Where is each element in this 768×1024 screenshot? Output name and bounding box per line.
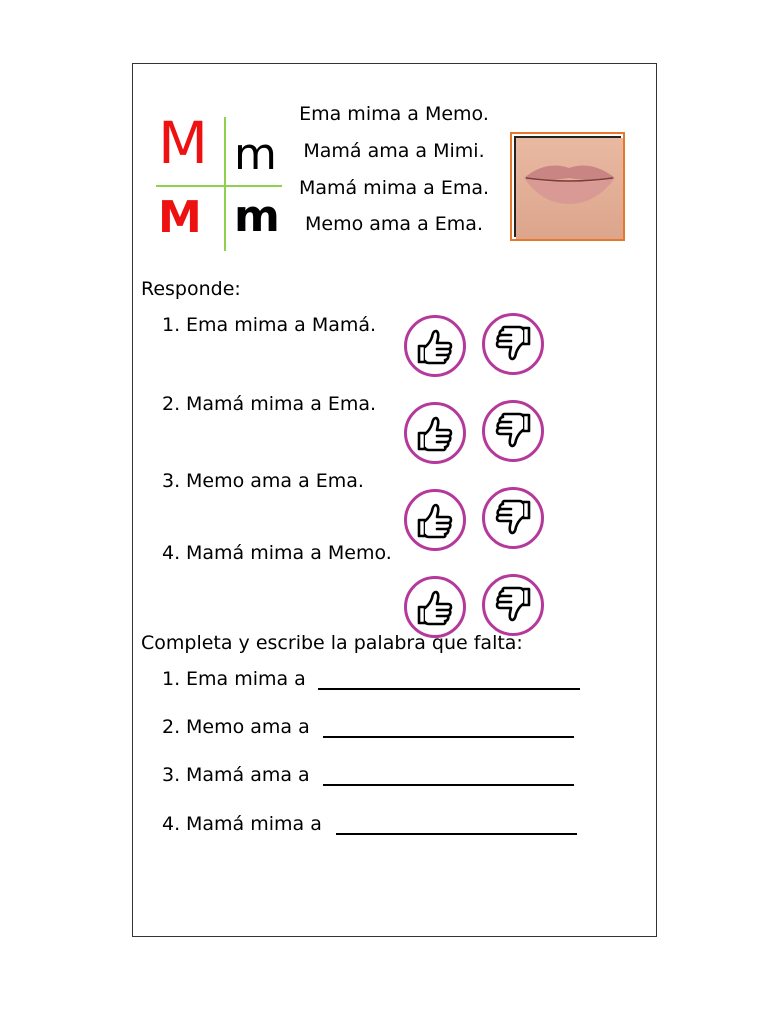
completa-sentence-1: Ema mima a [186, 668, 306, 690]
lowercase-bold-letter: m [234, 191, 280, 242]
thumbs-up-icon[interactable] [404, 489, 466, 551]
thumbs-down-icon[interactable] [482, 574, 544, 636]
letter-divider-horizontal [156, 185, 282, 187]
completa-number-2: 2. [162, 716, 181, 738]
uppercase-bold-letter: M [158, 192, 202, 243]
answer-blank-4[interactable] [336, 833, 577, 835]
lowercase-letter: m [234, 129, 277, 180]
answer-blank-1[interactable] [318, 688, 580, 690]
completa-heading: Completa y escribe la palabra que falta: [141, 632, 523, 654]
responde-heading: Responde: [141, 278, 241, 300]
completa-number-1: 1. [162, 668, 181, 690]
completa-sentence-4: Mamá mima a [186, 813, 322, 835]
uppercase-letter: M [158, 109, 209, 177]
answer-blank-3[interactable] [323, 784, 574, 786]
lips-photo [510, 132, 625, 241]
responde-sentence-4: Mamá mima a Memo. [186, 542, 392, 564]
completa-number-3: 3. [162, 764, 181, 786]
responde-sentence-1: Ema mima a Mamá. [186, 314, 377, 336]
responde-number-1: 1. [162, 314, 181, 336]
thumbs-down-icon[interactable] [482, 313, 544, 375]
thumbs-up-icon[interactable] [404, 315, 466, 377]
answer-blank-2[interactable] [323, 736, 574, 738]
responde-sentence-3: Memo ama a Ema. [186, 470, 364, 492]
lips-icon [516, 138, 623, 239]
responde-number-2: 2. [162, 393, 181, 415]
thumbs-up-icon[interactable] [404, 402, 466, 464]
responde-number-3: 3. [162, 470, 181, 492]
responde-number-4: 4. [162, 542, 181, 564]
responde-sentence-2: Mamá mima a Ema. [186, 393, 377, 415]
phrase-4: Memo ama a Ema. [305, 213, 483, 235]
thumbs-down-icon[interactable] [482, 487, 544, 549]
completa-sentence-3: Mamá ama a [186, 764, 310, 786]
phrase-2: Mamá ama a Mimi. [303, 140, 485, 162]
phrase-3: Mamá mima a Ema. [298, 177, 490, 199]
thumbs-up-icon[interactable] [404, 576, 466, 638]
thumbs-down-icon[interactable] [482, 400, 544, 462]
phrase-1: Ema mima a Memo. [299, 103, 489, 125]
letter-divider-vertical [224, 117, 226, 251]
completa-number-4: 4. [162, 813, 181, 835]
completa-sentence-2: Memo ama a [186, 716, 310, 738]
